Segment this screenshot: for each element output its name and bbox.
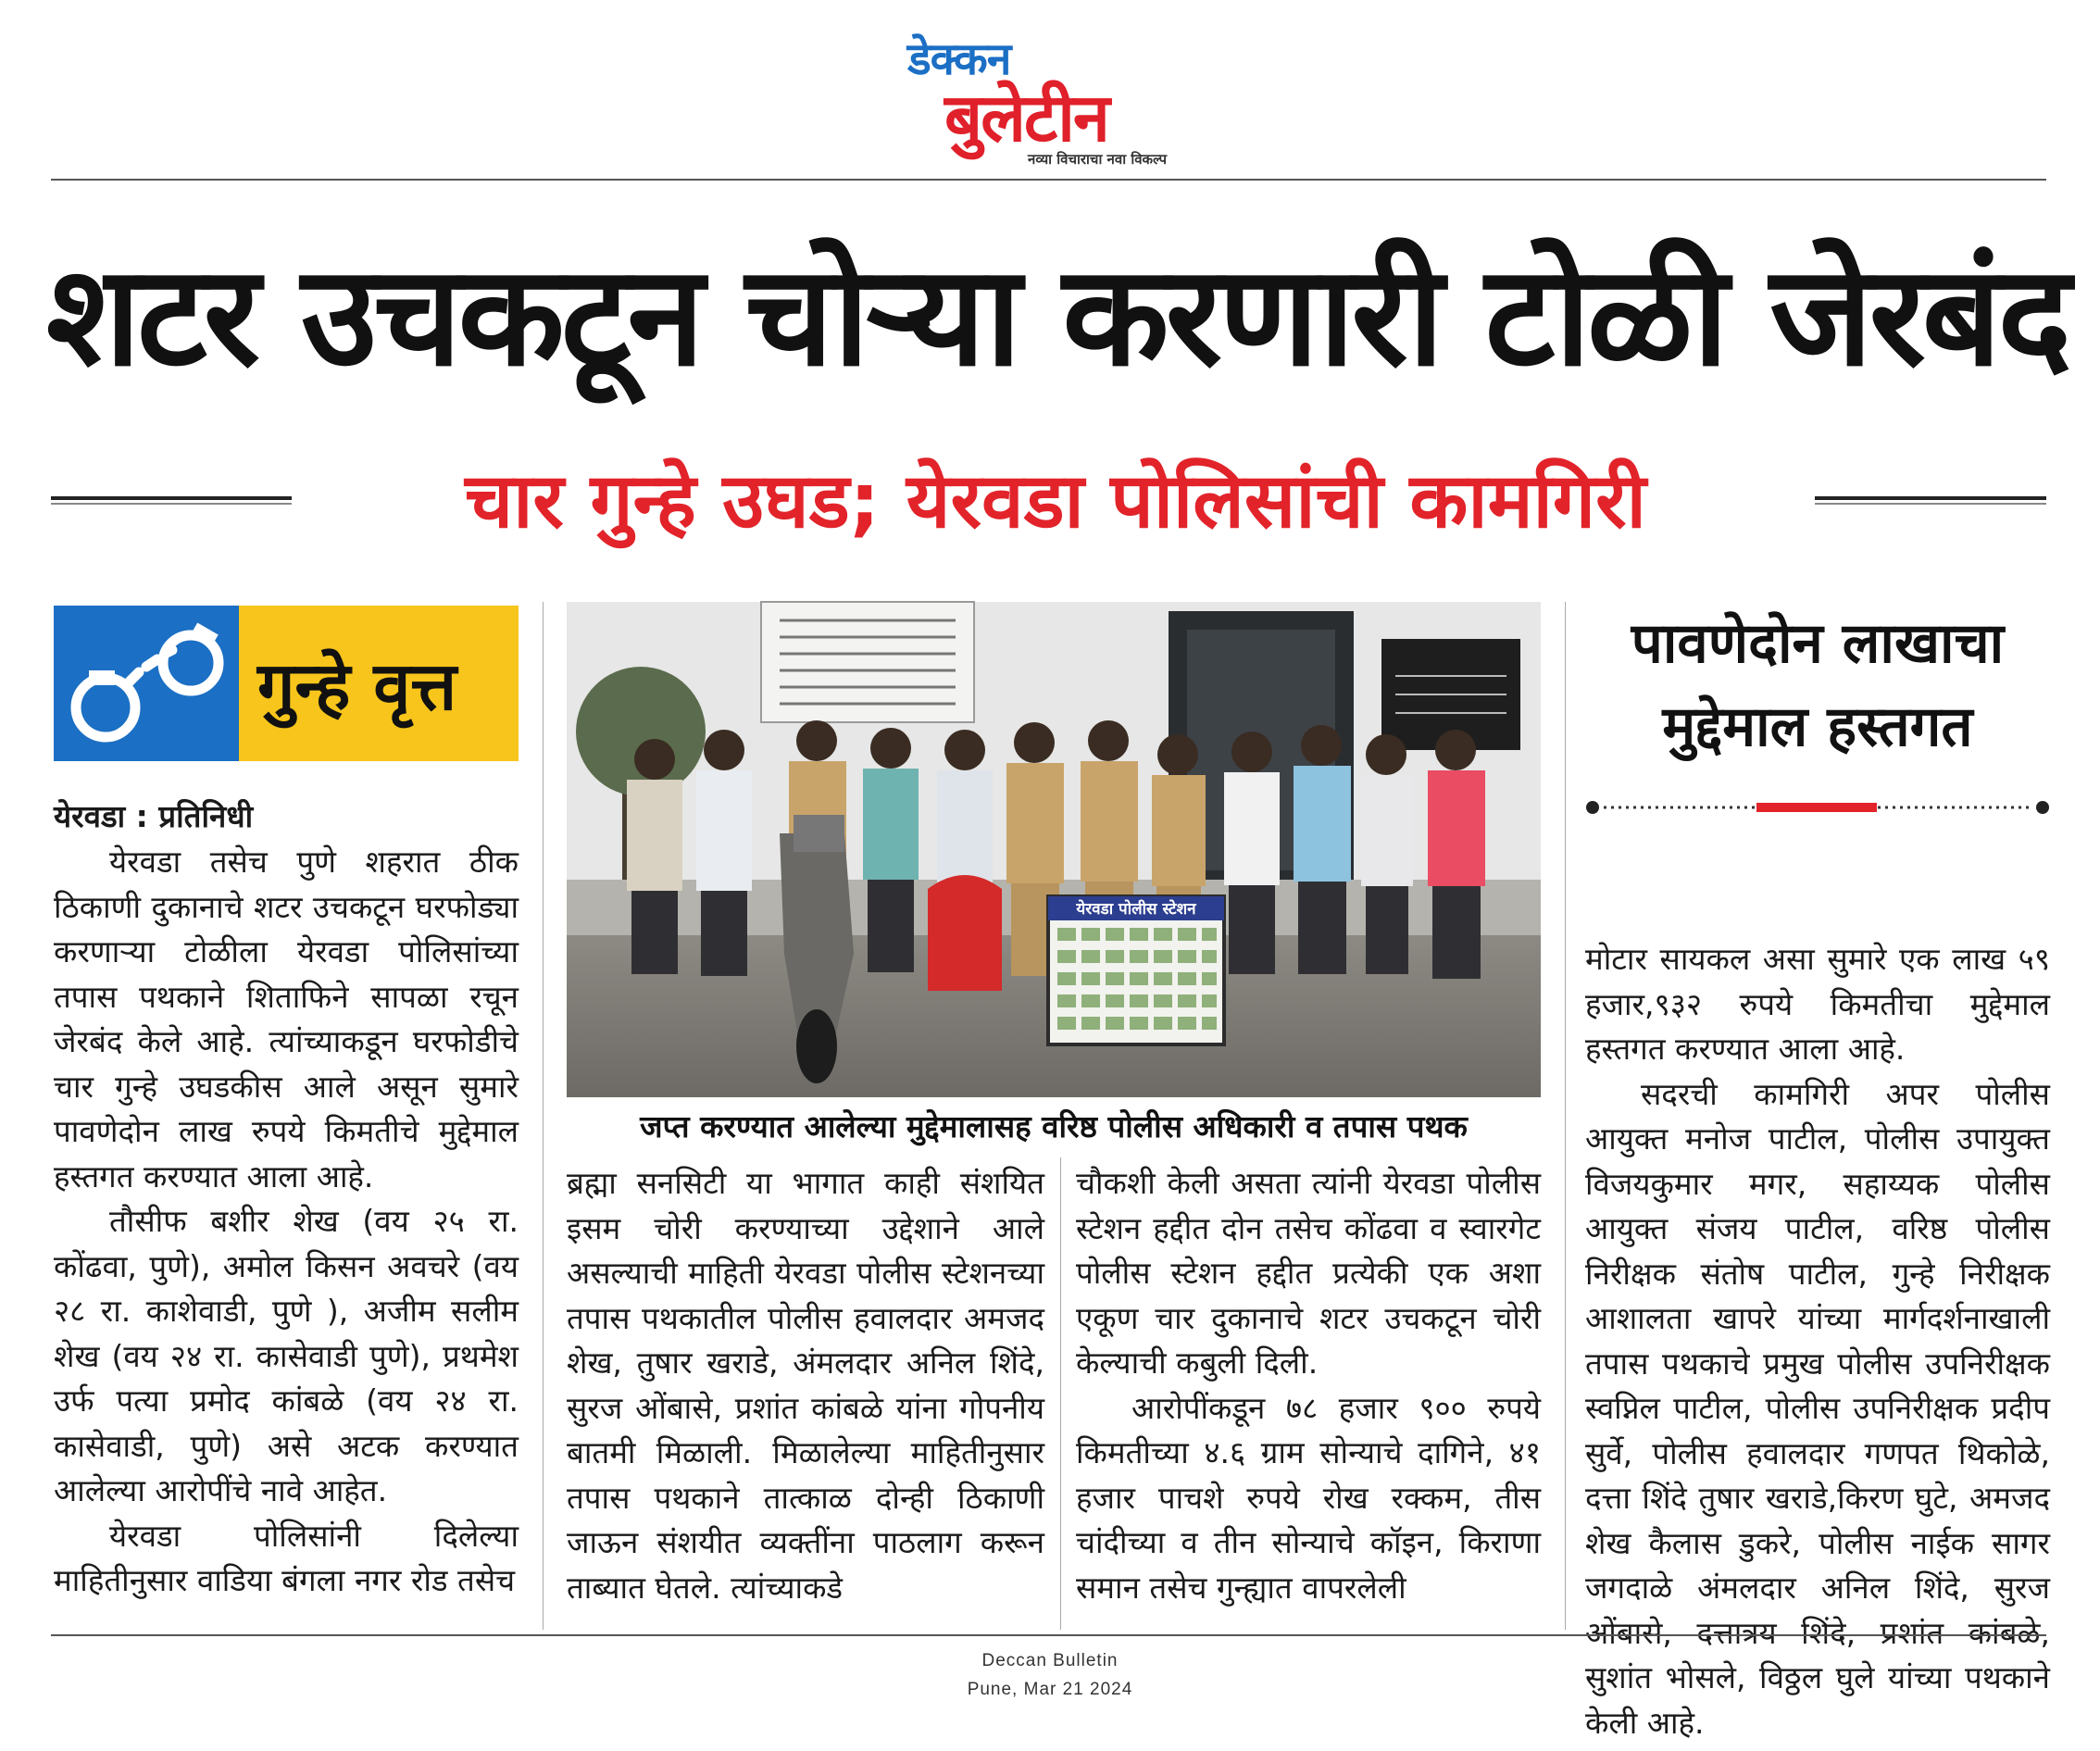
subhead-rule-left-thin <box>51 503 292 505</box>
banner-label: गुन्हे वृत्त <box>257 647 457 725</box>
paragraph: आरोपींकडून ७८ हजार ९०० रुपये किमतीच्या ४.६ ग्राम सोन्याचे दागिने, ४१ हजार पाचशे रुपये रोख रक्कम, तीस चांदीच्या व तीन सोन्याचे कॉइन, किराणा समान तसेच गुन्ह्यात वापरलेली <box>1076 1389 1541 1606</box>
paragraph: सदरची कामगिरी अपर पोलीस आयुक्त मनोज पाटील, पोलीस उपायुक्त विजयकुमार मगर, सहाय्यक पोलीस आयुक्त संजय पाटील, वरिष्ठ पोलीस निरीक्षक संतोष पाटील, गुन्हे निरीक्षक आशालता खापरे यांच्या मार्गदर्शनाखाली तपास पथकाचे प्रमुख पोलीस उपनिरीक्षक स्वप्निल पाटील, पोलीस उपनिरीक्षक प्रदीप सुर्वे, पोलीस हवालदार गणपत थिकोळे, दत्ता शिंदे तुषार खराडे,किरण घुटे, अमजद शेख कैलास डुकरे, पोलीस नाईक सागर जगदाळे अंमलदार अनिल शिंदे, सुरज ओंबासे, दत्तात्रय शिंदे, प्रशांत कांबळे, सुशांत भोसले, विठ्ठल घुले यांच्या पथकाने केली आहे. <box>1585 1075 2050 1741</box>
footer-publication: Deccan Bulletin <box>981 1651 1119 1670</box>
subheadline: चार गुन्हे उघड; येरवडा पोलिसांची कामगिरी <box>465 457 1646 545</box>
paragraph: येरवडा तसेच पुणे शहरात ठीक ठिकाणी दुकानाचे शटर उचकटून घरफोड्या करणाऱ्या टोळीला येरवडा पोलिसांच्या तपास पथकाने शिताफिने सापळा रचून जेरबंद केले आहे. त्यांच्याकडून घरफोडीचे चार गुन्हे उघडकीस आले असून सुमारे पावणेदोन लाख रुपये किमतीचे मुद्देमाल हस्तगत करण्यात आला आहे. <box>54 844 519 1194</box>
article-column-1 <box>54 840 519 1627</box>
masthead-line2: बुलेटीन <box>944 79 1108 156</box>
banner-icon-panel <box>54 606 239 761</box>
sidebar-title <box>1585 602 2050 769</box>
paragraph: येरवडा पोलिसांनी दिलेल्या माहितीनुसार वाडिया बंगला नगर रोड तसेच <box>54 1517 519 1598</box>
bottom-divider <box>51 1634 2046 1636</box>
masthead-line1: डेक्कन <box>907 33 1011 85</box>
police-team-photo <box>567 602 1541 1097</box>
article-column-3 <box>1076 1161 1541 1624</box>
footer-dateline: Pune, Mar 21 2024 <box>967 1680 1133 1699</box>
paragraph: मोटार सायकल असा सुमारे एक लाख ५९ हजार,९३२ रुपये किमतीचा मुद्देमाल हस्तगत करण्यात आला आहे. <box>1585 941 2050 1067</box>
column-separator <box>1060 1157 1061 1630</box>
paragraph: चौकशी केली असता त्यांनी येरवडा पोलीस स्टेशन हद्दीत दोन तसेच कोंढवा व स्वारगेट पोलीस स्टेशन हद्दीत प्रत्येकी एक अशा एकूण चार दुकानाचे शटर उचकटून चोरी केल्याची कबुली दिली. <box>1076 1165 1541 1381</box>
evidence-board-title: येरवडा पोलीस स्टेशन <box>1076 900 1196 919</box>
article-column-4 <box>1585 937 2050 1741</box>
footer <box>865 1646 1235 1704</box>
subhead-rule-right-thin <box>1815 503 2046 505</box>
photo-caption: जप्त करण्यात आलेल्या मुद्देमालासह वरिष्ठ पोलीस अधिकारी व तपास पथक <box>640 1108 1468 1144</box>
crime-news-banner <box>54 606 519 761</box>
article-column-2 <box>567 1161 1044 1624</box>
paragraph: ब्रह्मा सनसिटी या भागात काही संशयित इसम चोरी करण्याच्या उद्देशाने आले असल्याची माहिती येरवडा पोलीस स्टेशनच्या तपास पथकातील पोलीस हवालदार अमजद शेख, तुषार खराडे, अंमलदार अनिल शिंदे, सुरज ओंबासे, प्रशांत कांबळे यांना गोपनीय बातमी मिळाली. मिळालेल्या माहितीनुसार तपास पथकाने तात्काळ दोन्ही ठिकाणी जाऊन संशयीत व्यक्तींना पाठलाग करून ताब्यात घेतले. त्यांच्याकडे <box>567 1165 1044 1606</box>
paragraph: तौसीफ बशीर शेख (वय २५ रा. कोंढवा, पुणे), अमोल किसन अवचरे (वय २८ रा. काशेवाडी, पुणे ), अजीम सलीम शेख (वय २४ रा. कासेवाडी पुणे), प्रथमेश उर्फ पत्या प्रमोद कांबळे (वय २४ रा. कासेवाडी, पुणे) असे अटक करण्यात आलेल्या आरोपींचे नावे आहेत. <box>54 1203 519 1508</box>
column-separator <box>543 602 544 1630</box>
column-separator <box>1565 602 1566 1630</box>
subhead-rule-left <box>51 496 292 500</box>
masthead-tagline: नव्या विचाराचा नवा विकल्प <box>1028 151 1168 168</box>
sidebar-title-line2: मुद्देमाल हस्तगत <box>1662 694 1973 759</box>
masthead-logo <box>889 28 1204 167</box>
sidebar-dotted-rule <box>1585 798 2050 817</box>
top-divider <box>51 179 2046 181</box>
subhead-rule-right <box>1815 496 2046 500</box>
byline: येरवडा : प्रतिनिधी <box>54 798 254 834</box>
handcuffs-icon <box>54 606 239 761</box>
headline: शटर उचकटून चोऱ्या करणारी टोळी जेरबंद <box>46 236 2069 397</box>
sidebar-title-line1: पावणेदोन लाखाचा <box>1631 611 2005 676</box>
